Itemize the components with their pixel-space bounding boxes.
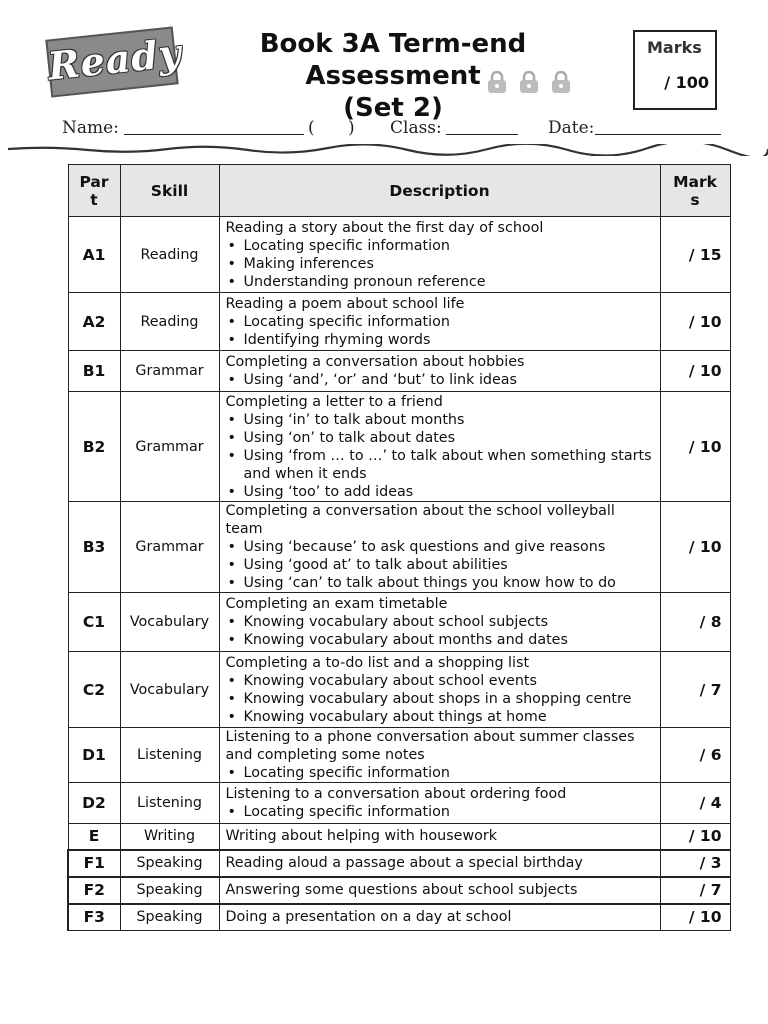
skill-bullet: • Using ‘and’, ‘or’ and ‘but’ to link ideas (226, 371, 654, 389)
description-lead: Completing a to-do list and a shopping list (225, 654, 530, 671)
skill-bullet: • Knowing vocabulary about shops in a shopping centre (226, 690, 654, 708)
title-line-3: (Set 2) (343, 93, 443, 123)
assessment-table (67, 164, 731, 931)
part-cell: C1 (68, 593, 120, 652)
skill-bullet-list (226, 764, 654, 782)
skill-bullet: • Using ‘can’ to talk about things you know how to do (226, 574, 654, 592)
skill-bullet: • Locating specific information (226, 237, 654, 255)
skill-bullet-list (226, 672, 654, 726)
skill-bullet: • Using ‘too’ to add ideas (226, 483, 654, 501)
description-lead: Completing a letter to a friend (225, 393, 443, 410)
part-cell: D1 (68, 728, 120, 783)
header-divider (8, 144, 768, 156)
logo-text: Ready (45, 29, 184, 89)
skill-bullet: • Locating specific information (226, 313, 654, 331)
skill-bullet-list (226, 237, 654, 291)
part-cell: F3 (68, 904, 120, 931)
part-cell: B3 (68, 502, 120, 593)
description-cell (219, 502, 660, 593)
name-field[interactable] (124, 134, 304, 135)
table-body (68, 217, 730, 931)
description-cell (219, 652, 660, 728)
skill-bullet: • Understanding pronoun reference (226, 273, 654, 291)
part-cell: F2 (68, 877, 120, 904)
marks-cell: / 10 (660, 392, 730, 502)
marks-label: Marks (647, 38, 702, 57)
skill-bullet: • Making inferences (226, 255, 654, 273)
header-part: Par t (68, 165, 120, 217)
part-cell: A1 (68, 217, 120, 293)
name-label: Name: (62, 118, 119, 138)
part-cell: F1 (68, 850, 120, 877)
table-row (68, 728, 730, 783)
marks-cell: / 7 (660, 652, 730, 728)
part-cell: C2 (68, 652, 120, 728)
skill-bullet-list (226, 371, 654, 389)
title-line-1: Book 3A Term-end (259, 29, 527, 59)
description-cell (219, 593, 660, 652)
description-cell (219, 904, 660, 931)
skill-cell: Grammar (120, 392, 219, 502)
skill-cell: Grammar (120, 502, 219, 593)
skill-cell: Grammar (120, 351, 219, 392)
description-cell (219, 783, 660, 824)
total-marks-box (633, 30, 717, 110)
table-row (68, 351, 730, 392)
table-row (68, 502, 730, 593)
marks-cell: / 6 (660, 728, 730, 783)
description-cell (219, 392, 660, 502)
description-lead: Reading a story about the first day of school (225, 219, 544, 236)
marks-cell: / 15 (660, 217, 730, 293)
header-description: Description (219, 165, 660, 217)
skill-bullet: • Locating specific information (226, 764, 654, 782)
student-info-line (62, 116, 728, 140)
part-cell: A2 (68, 293, 120, 351)
table-row (68, 593, 730, 652)
title-line-2: Assessment (305, 61, 481, 91)
marks-cell: / 10 (660, 904, 730, 931)
header-skill: Skill (120, 165, 219, 217)
part-cell: D2 (68, 783, 120, 824)
skill-bullet-list (226, 803, 654, 821)
description-lead: Answering some questions about school subjects (225, 882, 578, 898)
skill-cell: Vocabulary (120, 652, 219, 728)
table-row (68, 293, 730, 351)
skill-cell: Speaking (120, 850, 219, 877)
skill-cell: Speaking (120, 904, 219, 931)
description-lead: Doing a presentation on a day at school (225, 909, 512, 926)
marks-cell: / 10 (660, 502, 730, 593)
skill-bullet: • Locating specific information (226, 803, 654, 821)
skill-bullet: • Using ‘good at’ to talk about abilities (226, 556, 654, 574)
skill-bullet: • Using ‘in’ to talk about months (226, 411, 654, 429)
description-cell (219, 728, 660, 783)
table-row (68, 652, 730, 728)
paren-open: ( (308, 118, 315, 138)
lock-icon (486, 70, 508, 94)
table-row (68, 877, 730, 904)
lock-icons (486, 70, 572, 94)
skill-bullet-list (226, 538, 654, 592)
skill-bullet-list (226, 613, 654, 649)
description-lead: Completing an exam timetable (225, 596, 448, 612)
skill-bullet: • Using ‘because’ to ask questions and give reasons (226, 538, 654, 556)
marks-cell: / 4 (660, 783, 730, 824)
skill-bullet-list (226, 411, 654, 501)
part-cell: B1 (68, 351, 120, 392)
lock-icon (550, 70, 572, 94)
marks-cell: / 10 (660, 351, 730, 392)
description-cell (219, 217, 660, 293)
skill-cell: Listening (120, 783, 219, 824)
table-row (68, 904, 730, 931)
skill-cell: Speaking (120, 877, 219, 904)
ready-logo (45, 26, 184, 97)
description-lead: Writing about helping with housework (225, 828, 498, 845)
table-header-row (68, 165, 730, 217)
description-cell (219, 824, 660, 850)
date-label: Date: (548, 118, 595, 138)
description-lead: Completing a conversation about the school volleyball team (225, 503, 615, 537)
marks-cell: / 3 (660, 850, 730, 877)
class-field[interactable] (446, 134, 518, 135)
skill-cell: Vocabulary (120, 593, 219, 652)
lock-icon (518, 70, 540, 94)
marks-cell: / 8 (660, 593, 730, 652)
marks-total: / 100 (664, 73, 709, 92)
description-cell (219, 293, 660, 351)
marks-cell: / 10 (660, 824, 730, 850)
skill-bullet: • Using ‘on’ to talk about dates (226, 429, 654, 447)
skill-bullet: • Knowing vocabulary about months and dates (226, 631, 654, 649)
description-lead: Reading aloud a passage about a special birthday (225, 855, 583, 871)
paren-close: ) (348, 118, 355, 138)
description-cell (219, 351, 660, 392)
table-row (68, 783, 730, 824)
skill-cell: Writing (120, 824, 219, 850)
skill-bullet: • Knowing vocabulary about school subjects (226, 613, 654, 631)
skill-bullet: • Using ‘from … to …’ to talk about when something starts and when it ends (226, 447, 654, 483)
description-cell (219, 877, 660, 904)
description-lead: Completing a conversation about hobbies (225, 354, 525, 370)
table-row (68, 850, 730, 877)
description-lead: Listening to a phone conversation about summer classes and completing some notes (225, 729, 635, 763)
skill-bullet-list (226, 313, 654, 349)
table-row (68, 824, 730, 850)
skill-bullet: • Identifying rhyming words (226, 331, 654, 349)
skill-cell: Listening (120, 728, 219, 783)
skill-cell: Reading (120, 217, 219, 293)
marks-cell: / 7 (660, 877, 730, 904)
table-row (68, 392, 730, 502)
description-cell (219, 850, 660, 877)
header-marks: Mark s (660, 165, 730, 217)
date-field[interactable] (595, 134, 721, 135)
table-row (68, 217, 730, 293)
skill-bullet: • Knowing vocabulary about things at home (226, 708, 654, 726)
part-cell: B2 (68, 392, 120, 502)
description-lead: Listening to a conversation about ordering food (225, 786, 567, 802)
description-lead: Reading a poem about school life (225, 295, 465, 312)
class-label: Class: (390, 118, 442, 138)
part-cell: E (68, 824, 120, 850)
marks-cell: / 10 (660, 293, 730, 351)
skill-bullet: • Knowing vocabulary about school events (226, 672, 654, 690)
skill-cell: Reading (120, 293, 219, 351)
